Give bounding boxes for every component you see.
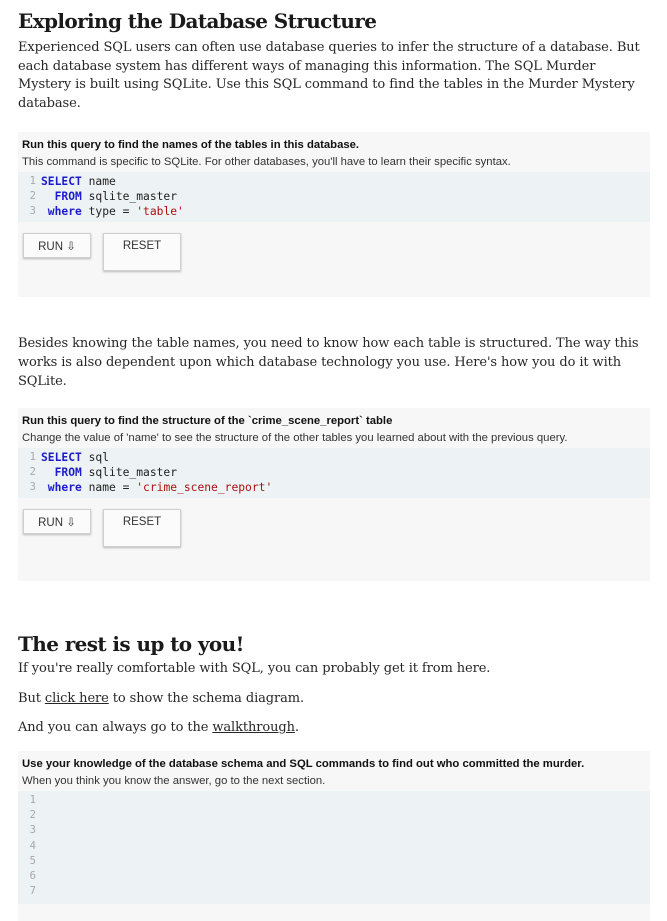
code-line — [18, 839, 650, 854]
code-line — [18, 793, 650, 808]
line-number: 1 — [29, 793, 36, 806]
intro-paragraph: Experienced SQL users can often use database queries to infer the structure of a database. But each database system has different ways of managing this information. The SQL Murder Mystery is built using SQLite. Use this SQL command to find the tables in the Murder Mystery database. — [18, 40, 640, 111]
sql-keyword: where — [41, 205, 82, 219]
line-number: 2 — [29, 190, 36, 203]
walkthrough-text-after: . — [294, 720, 299, 736]
sql-keyword: FROM — [41, 190, 82, 204]
sql-text: sqlite_master — [81, 466, 178, 480]
line-number: 6 — [29, 869, 36, 882]
line-number: 3 — [29, 824, 36, 837]
query-box-structure — [18, 408, 650, 581]
code-line — [18, 884, 650, 899]
sql-keyword: where — [41, 481, 82, 495]
code-line — [18, 465, 650, 480]
section-title-rest: The rest is up to you! — [18, 632, 244, 657]
sql-editor-empty[interactable] — [18, 791, 650, 904]
line-number: 1 — [29, 451, 36, 464]
line-number: 2 — [29, 466, 36, 479]
code-line — [18, 174, 650, 189]
walkthrough-text-before: And you can always go to the — [18, 720, 213, 736]
line-number: 4 — [29, 839, 36, 852]
query-box-title: Run this query to find the names of the tables in this database. — [22, 139, 360, 152]
schema-paragraph — [18, 690, 650, 709]
code-line — [18, 450, 650, 465]
sql-text: name = — [81, 481, 137, 495]
sql-text: sql — [81, 451, 110, 465]
line-number: 7 — [29, 885, 36, 898]
schema-text-after: to show the schema diagram. — [108, 690, 305, 706]
query-box-solve — [18, 751, 650, 921]
reset-button[interactable]: RESET — [103, 233, 181, 271]
sql-editor[interactable] — [18, 448, 650, 498]
reset-button[interactable]: RESET — [103, 509, 181, 547]
walkthrough-paragraph — [18, 719, 650, 738]
section-title-database-structure: Exploring the Database Structure — [18, 9, 377, 33]
line-number: 1 — [29, 175, 36, 188]
code-line — [18, 854, 650, 869]
line-number: 3 — [29, 481, 36, 494]
run-button[interactable]: RUN ⇩ — [23, 233, 91, 258]
code-line — [18, 823, 650, 838]
schema-text-before: But — [18, 690, 45, 706]
sql-string: 'table' — [136, 205, 184, 219]
sql-string: 'crime_scene_report' — [136, 481, 273, 495]
code-line — [18, 480, 650, 495]
sql-keyword: FROM — [41, 466, 82, 480]
sql-keyword: SELECT — [41, 451, 82, 465]
schema-diagram-link[interactable]: click here — [44, 690, 109, 706]
run-button[interactable]: RUN ⇩ — [23, 509, 91, 534]
page-content — [18, 8, 650, 921]
code-line — [18, 808, 650, 823]
query-box-description: This command is specific to SQLite. For other databases, you'll have to learn their specific syntax. — [22, 156, 511, 169]
line-number: 2 — [29, 809, 36, 822]
code-line — [18, 189, 650, 204]
query-box-tables — [18, 132, 650, 297]
sql-editor[interactable] — [18, 172, 650, 222]
sql-text: name — [81, 175, 116, 189]
line-number: 3 — [29, 205, 36, 218]
walkthrough-link[interactable]: walkthrough — [212, 720, 295, 736]
structure-paragraph: Besides knowing the table names, you need to know how each table is structured. The way this works is also dependent upon which database technology you use. Here's how you do it with SQLite. — [18, 336, 639, 389]
comfortable-paragraph: If you're really comfortable with SQL, you can probably get it from here. — [18, 661, 491, 677]
code-line — [18, 204, 650, 219]
line-number: 5 — [29, 854, 36, 867]
query-box-description: When you think you know the answer, go to the next section. — [22, 774, 326, 787]
sql-text: type = — [81, 205, 137, 219]
query-box-title: Run this query to find the structure of the `crime_scene_report` table — [22, 415, 393, 428]
code-line — [18, 869, 650, 884]
sql-text: sqlite_master — [81, 190, 178, 204]
query-box-description: Change the value of 'name' to see the structure of the other tables you learned about with the previous query. — [22, 432, 568, 445]
sql-keyword: SELECT — [41, 175, 82, 189]
query-box-title: Use your knowledge of the database schema and SQL commands to find out who committed the murder. — [22, 757, 585, 770]
